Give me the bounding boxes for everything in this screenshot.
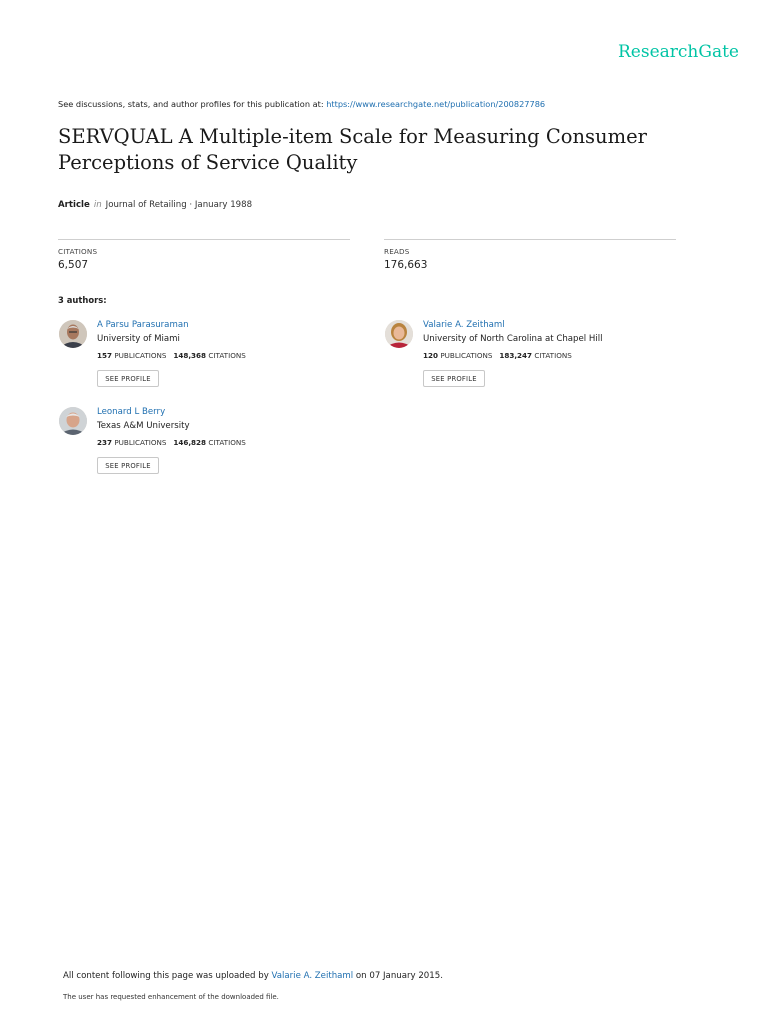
author-name-link[interactable]: Valarie A. Zeithaml [423,320,505,330]
publications-count: 237 [97,438,113,447]
citations-label: CITATIONS [534,351,572,360]
citations-count: 148,368 [173,351,207,360]
author-photo-icon [59,407,87,435]
author-stats [97,351,246,360]
see-profile-button[interactable]: SEE PROFILE [97,457,159,474]
journal-date: Journal of Retailing · January 1988 [105,200,253,210]
article-kind: Article [58,200,90,210]
avatar[interactable] [59,407,87,435]
author-name-link[interactable]: Leonard L Berry [97,407,166,417]
reads-divider [384,239,676,240]
author-photo-icon [385,320,413,348]
uploader-link[interactable]: Valarie A. Zeithaml [271,971,354,981]
upload-prefix: All content following this page was uploaded by [63,971,272,981]
avatar[interactable] [385,320,413,348]
citations-divider [58,239,350,240]
author-name-link[interactable]: A Parsu Parasuraman [97,320,189,330]
publications-label: PUBLICATIONS [114,351,167,360]
citations-count: 146,828 [173,438,207,447]
citations-value: 6,507 [58,259,89,271]
publication-url-link[interactable]: https://www.researchgate.net/publication/200827786 [326,99,546,109]
avatar[interactable] [59,320,87,348]
title-line-1: SERVQUAL A Multiple-item Scale for Measuring Consumer [58,125,647,148]
reads-label: READS [384,247,410,256]
publications-count: 120 [423,351,439,360]
authors-heading: 3 authors: [58,295,107,305]
publication-source-line [58,99,545,109]
author-stats [423,351,572,360]
author-institution: University of North Carolina at Chapel Hill [423,334,603,344]
source-prefix: See discussions, stats, and author profiles for this publication at: [58,99,327,109]
reads-value: 176,663 [384,259,428,271]
upload-suffix: on 07 January 2015. [353,971,443,981]
citations-label: CITATIONS [58,247,98,256]
author-stats [97,438,246,447]
enhancement-note: The user has requested enhancement of the downloaded file. [63,993,279,1001]
citations-label: CITATIONS [208,438,246,447]
author-photo-icon [59,320,87,348]
author-institution: University of Miami [97,334,180,344]
title-line-2: Perceptions of Service Quality [58,151,358,174]
publications-label: PUBLICATIONS [440,351,493,360]
author-institution: Texas A&M University [97,421,190,431]
citations-label: CITATIONS [208,351,246,360]
see-profile-button[interactable]: SEE PROFILE [97,370,159,387]
upload-note [63,971,443,981]
article-meta [58,200,252,210]
publications-count: 157 [97,351,113,360]
see-profile-button[interactable]: SEE PROFILE [423,370,485,387]
publications-label: PUBLICATIONS [114,438,167,447]
citations-count: 183,247 [499,351,533,360]
researchgate-logo[interactable]: ResearchGate [618,42,739,62]
in-word: in [93,200,102,210]
article-title [58,124,698,176]
